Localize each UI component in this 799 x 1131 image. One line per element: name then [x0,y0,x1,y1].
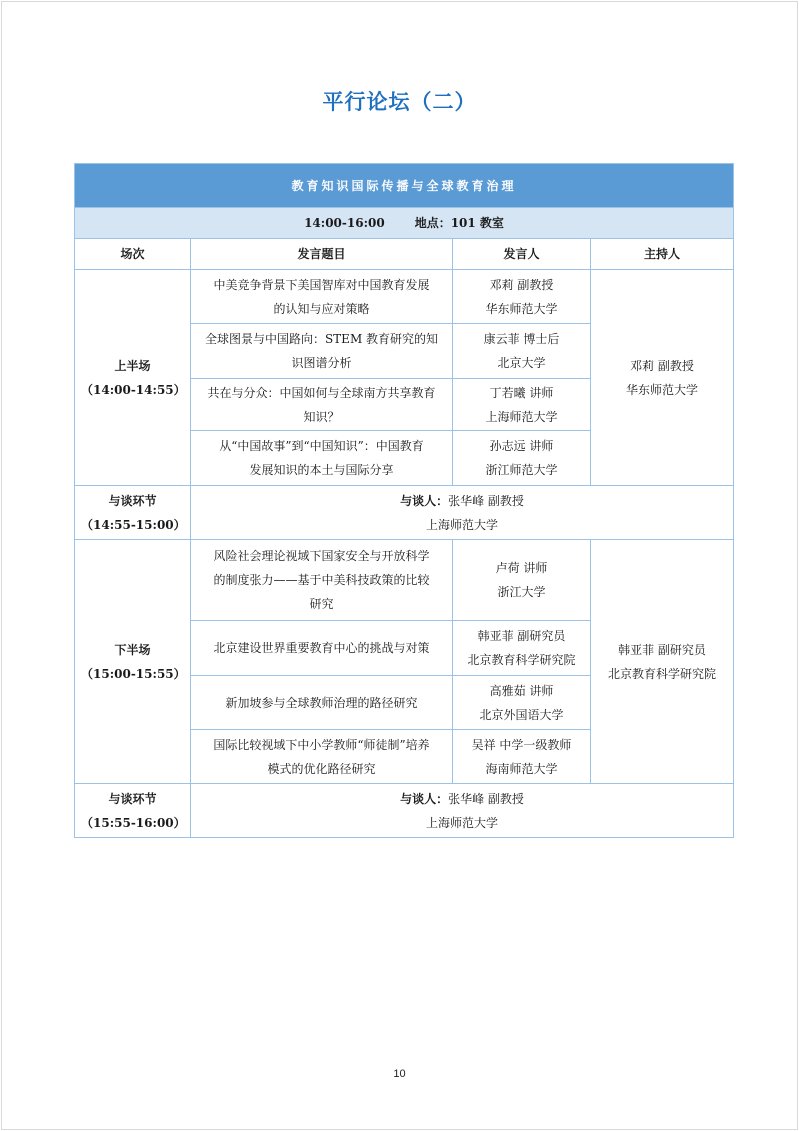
session-label: 与谈环节 [108,493,157,508]
talk-speaker [453,270,591,324]
speaker-name: 韩亚菲 副研究员 [477,629,566,643]
discussant-org: 上海师范大学 [426,517,499,532]
speaker-name: 丁若曦 讲师 [489,385,554,400]
session-time: （14:00-14:55） [81,382,186,397]
session-label: 上半场 [114,358,151,373]
topic-line: 的认知与应对策略 [273,301,370,316]
page-title: 平行论坛（二） [322,90,477,114]
talk-speaker [453,621,591,676]
talk-topic [191,270,453,324]
topic-line: 新加坡参与全球教师治理的路径研究 [225,695,418,710]
speaker-org: 浙江师范大学 [485,463,558,477]
talk-speaker [453,324,591,379]
topic-line: 研究 [309,597,334,611]
session-time: （15:00-15:55） [81,666,186,681]
discussant-name: 张华峰 副教授 [448,791,524,806]
talk-topic [191,431,453,486]
topic-line: 模式的优化路径研究 [267,761,376,776]
time-location-row [75,208,734,239]
discussant-prefix: 与谈人： [400,493,449,508]
talk-speaker [453,379,591,431]
speaker-org: 北京外国语大学 [479,707,564,722]
discussion-session [75,784,191,838]
header-row [75,239,734,270]
speaker-name: 卢荷 讲师 [495,561,548,575]
speaker-org: 北京大学 [497,356,546,370]
topic-line: 识图谱分析 [291,356,352,370]
discussant-prefix: 与谈人： [400,791,449,806]
speaker-name: 康云菲 博士后 [483,332,560,346]
session-host [591,540,734,784]
table-row [75,540,734,621]
speaker-name: 吴祥 中学一级教师 [471,737,572,752]
speaker-org: 华东师范大学 [485,301,558,316]
topic-line: 从“中国故事”到“中国知识”：中国教育 [219,439,424,453]
agenda-table [74,163,734,838]
discussant-cell [191,784,734,838]
host-name: 韩亚菲 副研究员 [618,642,706,657]
session-label: 与谈环节 [108,791,157,806]
talk-speaker [453,730,591,784]
topic-line: 发展知识的本土与国际分享 [249,463,394,477]
header-topic: 发言题目 [191,239,453,270]
discussant-org: 上海师范大学 [426,815,499,830]
session-label: 下半场 [114,642,151,657]
speaker-org: 浙江大学 [497,585,546,599]
discussant-cell [191,486,734,540]
session-second-half [75,540,191,784]
speaker-org: 北京教育科学研究院 [467,653,576,667]
session-time: （14:55-15:00） [81,517,186,532]
topic-line: 全球图景与中国路向：STEM 教育研究的知 [204,332,439,346]
discussion-session [75,486,191,540]
talk-speaker [453,540,591,621]
header-speaker: 发言人 [453,239,591,270]
host-org: 华东师范大学 [626,382,699,397]
topic-line: 中美竞争背景下美国智库对中国教育发展 [213,277,430,292]
host-name: 邓莉 副教授 [630,358,694,373]
speaker-name: 孙志远 讲师 [489,439,554,453]
topic-line: 北京建设世界重要教育中心的挑战与对策 [213,641,430,655]
talk-topic [191,621,453,676]
header-host: 主持人 [591,239,734,270]
topic-line: 共在与分众：中国如何与全球南方共享教育 [207,385,436,400]
talk-topic [191,324,453,379]
talk-topic [191,676,453,730]
topic-line: 知识？ [303,409,340,424]
forum-title-row [75,164,734,208]
session-time: （15:55-16:00） [81,815,186,830]
discussant-name: 张华峰 副教授 [448,493,524,508]
speaker-name: 邓莉 副教授 [489,277,554,292]
talk-speaker [453,431,591,486]
time-location [75,208,734,239]
forum-location: 地点：101 教室 [414,216,504,230]
topic-line: 的制度张力——基于中美科技政策的比较 [213,573,430,587]
session-host [591,270,734,486]
page-number: 10 [393,1068,406,1080]
forum-title: 教育知识国际传播与全球教育治理 [75,164,734,208]
talk-topic [191,730,453,784]
talk-speaker [453,676,591,730]
host-org: 北京教育科学研究院 [608,666,717,681]
session-first-half [75,270,191,486]
table-row [75,486,734,540]
speaker-org: 上海师范大学 [485,409,558,424]
forum-time: 14:00-16:00 [304,216,385,230]
speaker-name: 高雅茹 讲师 [489,683,554,698]
speaker-org: 海南师范大学 [485,761,558,776]
table-row [75,784,734,838]
topic-line: 风险社会理论视域下国家安全与开放科学 [213,549,430,563]
header-session: 场次 [75,239,191,270]
talk-topic [191,540,453,621]
topic-line: 国际比较视域下中小学教师“师徒制”培养 [213,737,430,752]
talk-topic [191,379,453,431]
table-row [75,270,734,324]
